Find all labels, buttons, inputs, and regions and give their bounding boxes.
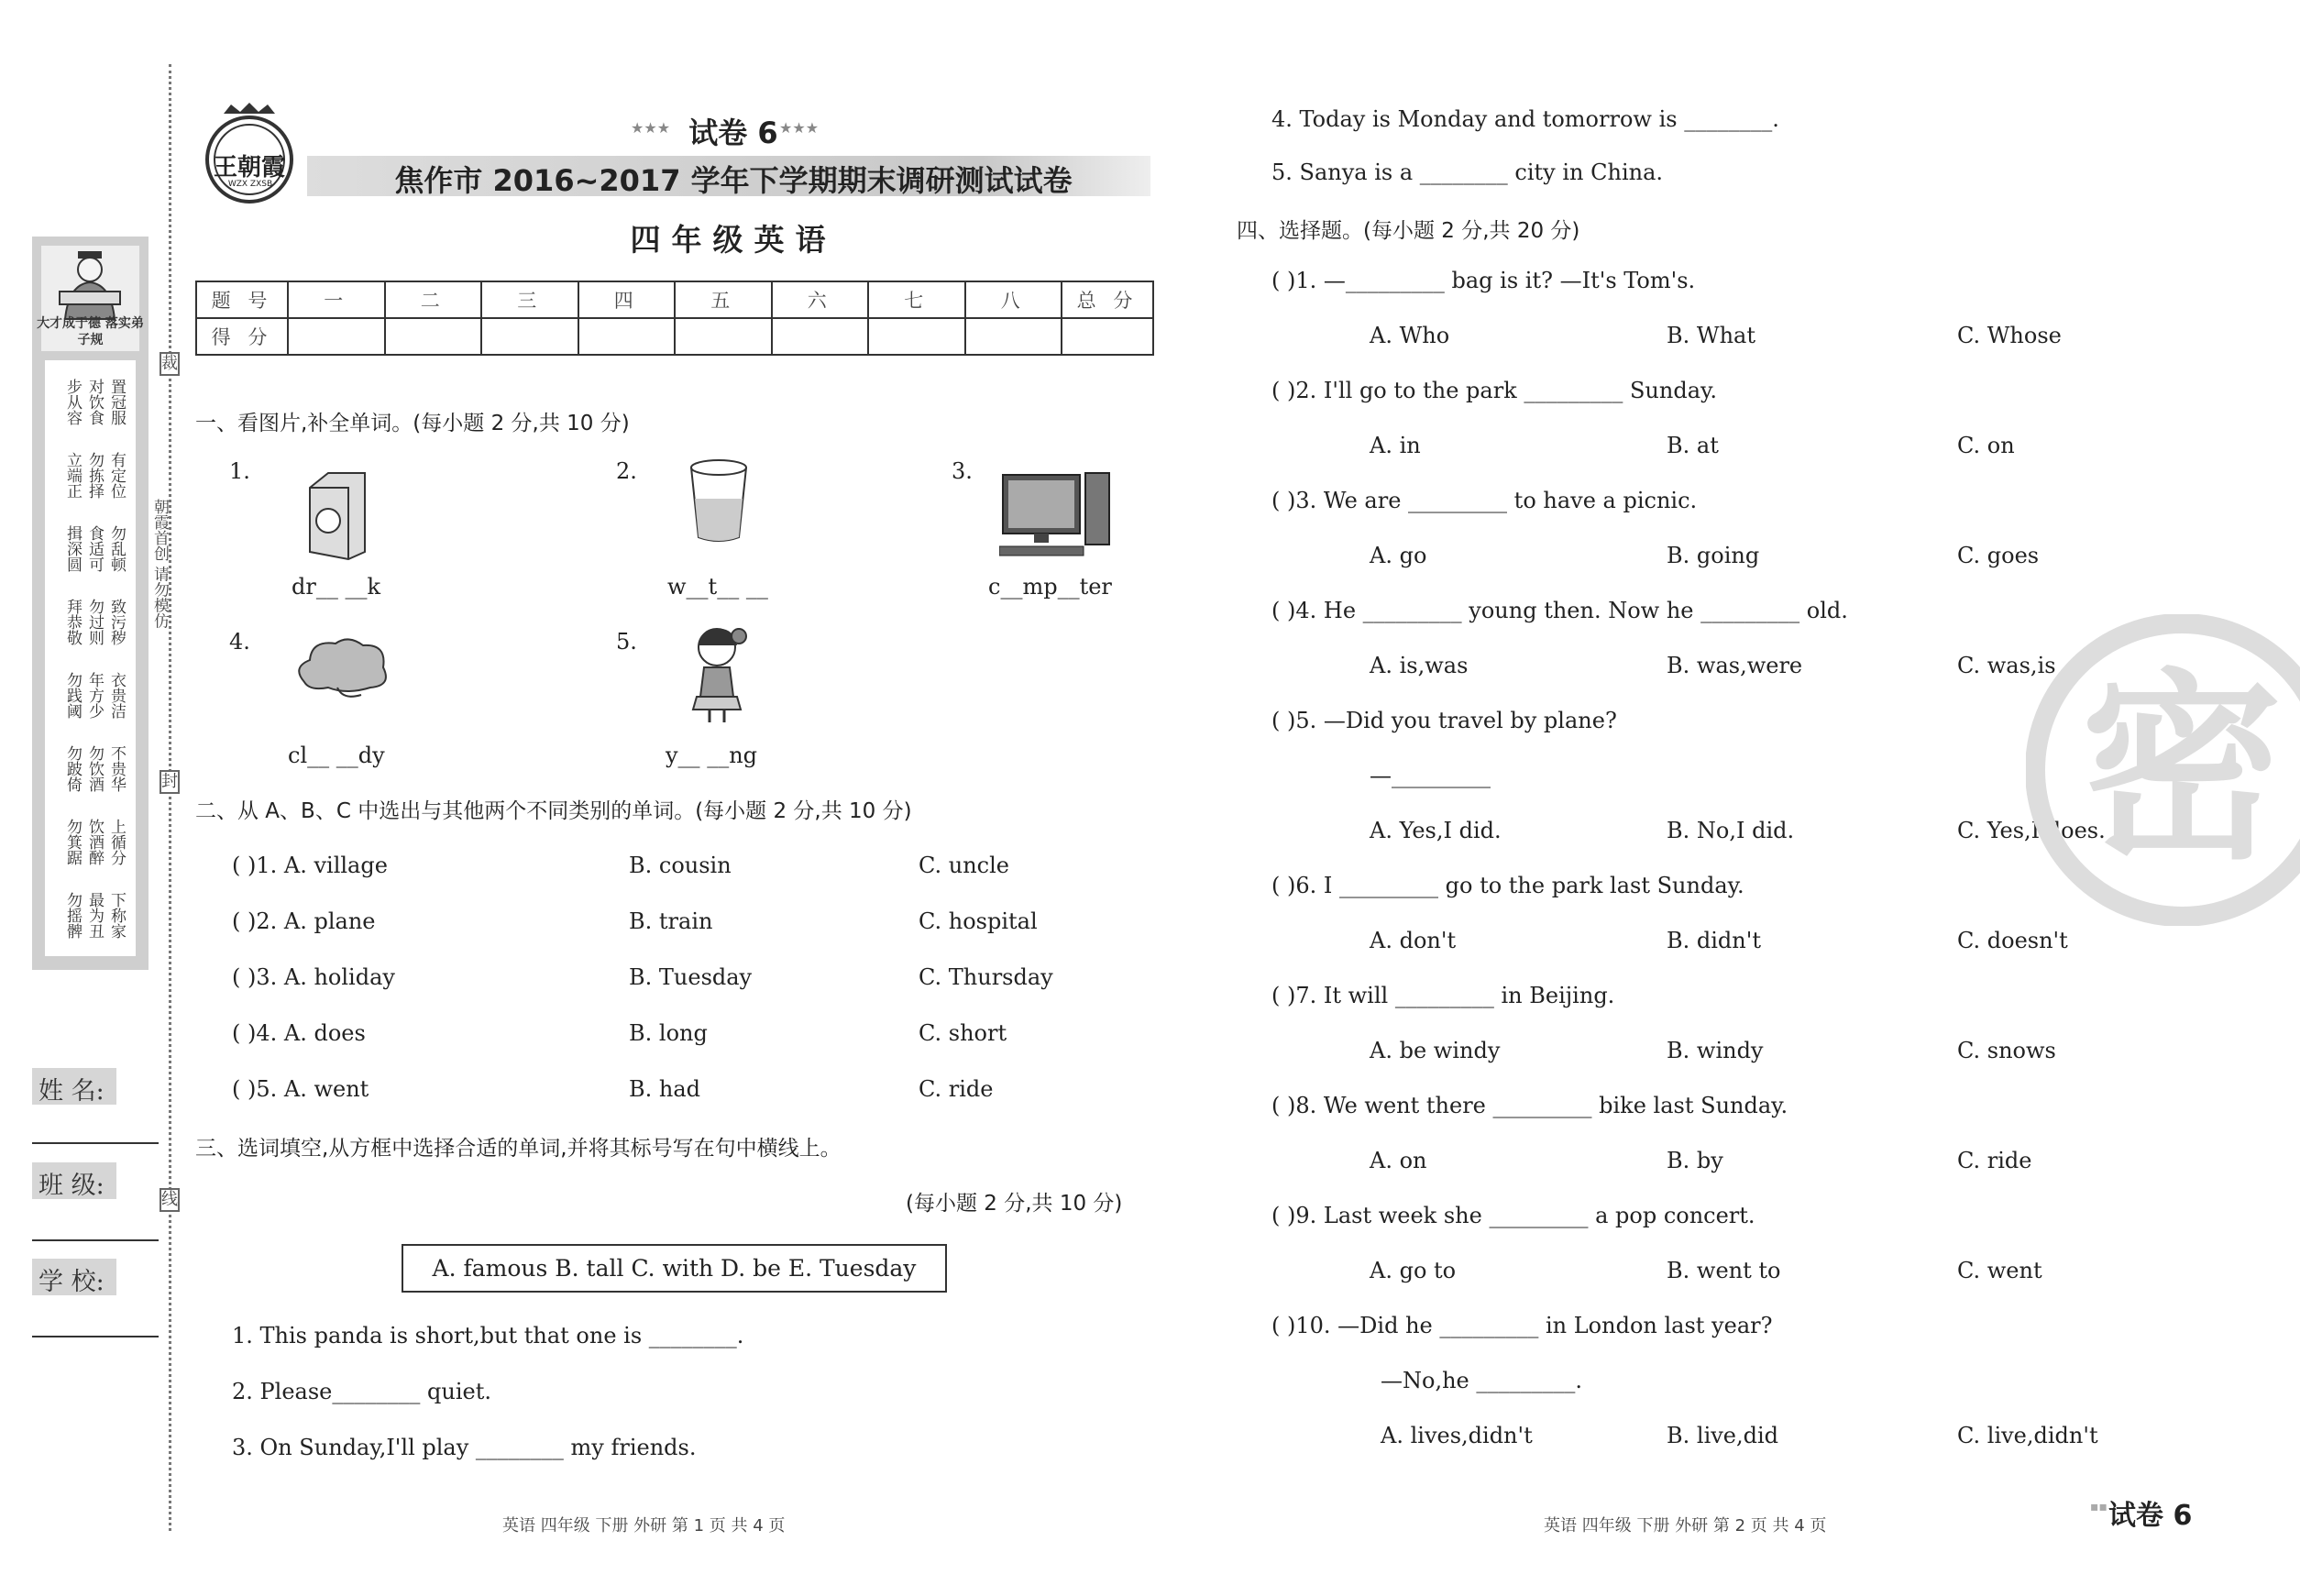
motto-title: 大才成于德 落实弟子规 (37, 316, 144, 347)
score-cell[interactable] (481, 318, 578, 355)
question-stem[interactable]: ( )7. It will _________ in Beijing. (1271, 983, 1615, 1008)
word-blank[interactable]: cl__ __dy (288, 743, 385, 768)
logo-name: 王朝霞 (213, 154, 285, 182)
option-c[interactable]: C. Thursday (919, 964, 1053, 990)
option-b[interactable]: B. What (1667, 323, 1755, 348)
question-stem[interactable]: ( )10. —Did he _________ in London last year? (1271, 1313, 1773, 1338)
question-stem[interactable]: ( )9. Last week she _________ a pop concert. (1271, 1203, 1755, 1228)
answer-blank-line[interactable]: —No,he _________. (1381, 1368, 1582, 1393)
footer-page-1: 英语 四年级 下册 外研 第 1 页 共 4 页 (502, 1516, 786, 1535)
motto-line: 下称家 (107, 891, 126, 939)
question-stem[interactable]: ( )3. A. holiday (232, 964, 395, 990)
score-header-cell: 三 (481, 281, 578, 318)
cut-label: 裁 (160, 352, 180, 376)
question-stem[interactable]: ( )1. A. village (232, 853, 388, 878)
corner-paper-number: 试卷 6 (2108, 1500, 2193, 1532)
star-right-icon: ★★★ (779, 119, 820, 137)
score-header-cell: 一 (288, 281, 385, 318)
fill-blank-sentence[interactable]: 2. Please________ quiet. (232, 1379, 491, 1404)
motto-line: 年方少 (85, 671, 104, 719)
score-table (195, 281, 1154, 356)
option-b[interactable]: B. was,were (1667, 653, 1803, 678)
question-stem[interactable]: ( )8. We went there _________ bike last Sunday. (1271, 1093, 1788, 1118)
motto-line: 步从容 (63, 378, 82, 425)
corner-dots-icon: ▪▪ (2090, 1500, 2107, 1514)
score-cell[interactable] (675, 318, 772, 355)
motto-line: 衣贵洁 (107, 671, 126, 719)
option-b[interactable]: B. Tuesday (629, 964, 753, 990)
binding-dotted-line (169, 64, 171, 1531)
question-number: 3. (952, 458, 973, 484)
option-b[interactable]: B. cousin (629, 853, 732, 878)
word-blank[interactable]: dr__ __k (292, 574, 381, 600)
option-c[interactable]: C. Yes,I does. (1957, 818, 2106, 843)
computer-icon (999, 469, 1114, 557)
score-cell[interactable] (288, 318, 385, 355)
option-b[interactable]: B. windy (1667, 1038, 1764, 1063)
question-stem[interactable]: ( )5. —Did you travel by plane? (1271, 708, 1617, 733)
question-stem[interactable]: ( )2. A. plane (232, 908, 376, 934)
option-b[interactable]: B. long (629, 1020, 708, 1046)
score-header-cell: 二 (385, 281, 482, 318)
section-1-heading: 一、看图片,补全单词。(每小题 2 分,共 10 分) (195, 412, 630, 435)
side-note: 朝霞首创 请勿模仿 (150, 499, 169, 629)
motto-line: 对饮食 (85, 378, 104, 425)
option-c[interactable]: C. was,is (1957, 653, 2056, 678)
question-number: 2. (616, 458, 637, 484)
section-4-heading: 四、选择题。(每小题 2 分,共 20 分) (1237, 219, 1580, 243)
question-stem[interactable]: ( )6. I _________ go to the park last Sunday. (1271, 873, 1744, 898)
motto-line: 有定位 (107, 451, 126, 499)
motto-line: 勿过则 (85, 598, 104, 645)
option-b[interactable]: B. at (1667, 433, 1719, 458)
option-c[interactable]: C. uncle (919, 853, 1009, 878)
word-bank-box: A. famous B. tall C. with D. be E. Tuesday (402, 1244, 947, 1293)
option-c[interactable]: C. doesn't (1957, 928, 2068, 953)
score-cell[interactable] (385, 318, 482, 355)
motto-line: 食适可 (85, 524, 104, 572)
motto-line: 拜恭敬 (63, 598, 82, 645)
question-number: 4. (229, 629, 250, 655)
option-b[interactable]: B. by (1667, 1148, 1723, 1173)
option-c[interactable]: C. goes (1957, 543, 2040, 568)
motto-panel (32, 237, 149, 970)
fill-blank-sentence[interactable]: 1. This panda is short,but that one is ________. (232, 1323, 744, 1348)
motto-line: 立端正 (63, 451, 82, 499)
option-b[interactable]: B. live,did (1667, 1423, 1779, 1448)
option-c[interactable]: C. snows (1957, 1038, 2056, 1063)
girl-icon (684, 623, 750, 726)
option-c[interactable]: C. ride (919, 1076, 994, 1102)
seal-char: 密 (2080, 652, 2283, 886)
motto-line: 勿饮酒 (85, 744, 104, 792)
exam-subtitle: 四年级英语 (630, 222, 837, 258)
option-a[interactable]: A. on (1370, 1148, 1427, 1173)
option-a[interactable]: A. in (1370, 433, 1421, 458)
score-cell[interactable] (578, 318, 676, 355)
option-b[interactable]: B. No,I did. (1667, 818, 1795, 843)
exam-title: 焦作市 2016~2017 学年下学期期末调研测试试卷 (394, 163, 1073, 198)
question-stem[interactable]: ( )2. I'll go to the park _________ Sunday. (1271, 378, 1718, 403)
motto-line: 置冠服 (107, 378, 126, 425)
motto-line: 上循分 (107, 818, 126, 865)
milk-carton-icon (301, 469, 374, 561)
question-number: 5. (616, 629, 637, 655)
score-cell[interactable]: 得 分 (196, 318, 288, 355)
score-header-cell: 题 号 (196, 281, 288, 318)
option-b[interactable]: B. went to (1667, 1258, 1781, 1283)
score-header-cell: 七 (868, 281, 965, 318)
option-a[interactable]: A. is,was (1370, 653, 1469, 678)
answer-blank-line[interactable]: —_________ (1370, 763, 1491, 788)
cloud-icon (292, 634, 392, 700)
seal-label: 封 (160, 770, 180, 794)
motto-line: 勿箕踞 (63, 818, 82, 865)
word-blank[interactable]: w__t__ __ (667, 574, 768, 600)
question-stem[interactable]: ( )1. —_________ bag is it? —It's Tom's. (1271, 268, 1696, 293)
water-glass-icon (686, 458, 752, 545)
option-a[interactable]: A. go to (1370, 1258, 1457, 1283)
motto-line: 勿践阈 (63, 671, 82, 719)
word-blank[interactable]: c__mp__ter (988, 574, 1112, 600)
motto-line: 勿乱顿 (107, 524, 126, 572)
secret-seal-watermark (2026, 614, 2300, 926)
score-cell[interactable] (965, 318, 1062, 355)
option-c[interactable]: C. Whose (1957, 323, 2062, 348)
option-b[interactable]: B. didn't (1667, 928, 1761, 953)
star-left-icon: ★★★ (631, 119, 671, 137)
motto-line: 勿跛倚 (63, 744, 82, 792)
score-cell[interactable] (772, 318, 869, 355)
option-a[interactable]: A. lives,didn't (1381, 1423, 1533, 1448)
option-b[interactable]: B. going (1667, 543, 1760, 568)
section-2-heading: 二、从 A、B、C 中选出与其他两个不同类别的单词。(每小题 2 分,共 10 分) (195, 799, 912, 823)
motto-line: 饮酒醉 (85, 818, 104, 865)
score-header-cell: 五 (675, 281, 772, 318)
option-a[interactable]: A. be windy (1370, 1038, 1501, 1063)
option-c[interactable]: C. live,didn't (1957, 1423, 2098, 1448)
score-header-cell: 总 分 (1062, 281, 1153, 318)
score-header-cell: 六 (772, 281, 869, 318)
score-header-cell: 四 (578, 281, 676, 318)
option-c[interactable]: C. went (1957, 1258, 2042, 1283)
name-field[interactable] (32, 1142, 159, 1144)
class-field[interactable] (32, 1239, 159, 1241)
option-c[interactable]: C. on (1957, 433, 2015, 458)
question-number: 1. (229, 458, 250, 484)
motto-box (45, 360, 136, 956)
motto-line: 致污秽 (107, 598, 126, 645)
option-a[interactable]: A. Who (1370, 323, 1450, 348)
option-c[interactable]: C. short (919, 1020, 1007, 1046)
section-3-score-note: (每小题 2 分,共 10 分) (906, 1192, 1123, 1216)
school-label: 学 校: (39, 1268, 105, 1296)
line-label: 线 (160, 1188, 180, 1212)
motto-line: 勿摇髀 (63, 891, 82, 939)
fill-blank-sentence[interactable]: 4. Today is Monday and tomorrow is ________. (1271, 106, 1779, 132)
option-c[interactable]: C. hospital (919, 908, 1038, 934)
score-header-cell: 八 (965, 281, 1062, 318)
option-b[interactable]: B. train (629, 908, 713, 934)
option-c[interactable]: C. ride (1957, 1148, 2032, 1173)
fill-blank-sentence[interactable]: 3. On Sunday,I'll play ________ my friends. (232, 1435, 697, 1460)
school-field[interactable] (32, 1336, 159, 1337)
footer-page-2: 英语 四年级 下册 外研 第 2 页 共 4 页 (1544, 1516, 1827, 1535)
motto-line: 勿拣择 (85, 451, 104, 499)
name-label: 姓 名: (39, 1077, 105, 1106)
fill-blank-sentence[interactable]: 5. Sanya is a ________ city in China. (1271, 160, 1664, 185)
score-cell[interactable] (868, 318, 965, 355)
question-stem[interactable]: ( )5. A. went (232, 1076, 369, 1102)
word-blank[interactable]: y__ __ng (666, 743, 758, 768)
option-a[interactable]: A. Yes,I did. (1370, 818, 1502, 843)
section-3-heading: 三、选词填空,从方框中选择合适的单词,并将其标号写在句中横线上。 (195, 1137, 842, 1161)
logo-sub: WZX ZXSB (227, 180, 273, 189)
motto-line: 不贵华 (107, 744, 126, 792)
class-label: 班 级: (39, 1172, 105, 1200)
option-a[interactable]: A. don't (1370, 928, 1457, 953)
score-cell[interactable] (1062, 318, 1153, 355)
question-stem[interactable]: ( )3. We are _________ to have a picnic. (1271, 488, 1698, 513)
question-stem[interactable]: ( )4. A. does (232, 1020, 366, 1046)
option-a[interactable]: A. go (1370, 543, 1427, 568)
motto-line: 揖深圆 (63, 524, 82, 572)
motto-line: 最为丑 (85, 891, 104, 939)
question-stem[interactable]: ( )4. He _________ young then. Now he _________ old. (1271, 598, 1848, 623)
option-b[interactable]: B. had (629, 1076, 701, 1102)
paper-number: 试卷 6 (688, 116, 778, 150)
